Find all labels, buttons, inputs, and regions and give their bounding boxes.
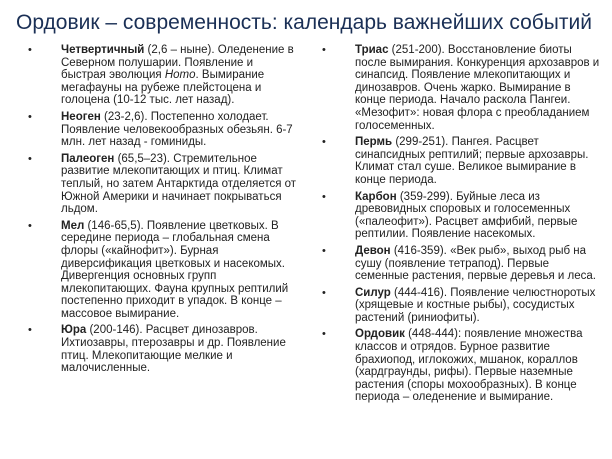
period-text: (444-416). Появление челюстноротых (хрящевые и костные рыбы), сосудистых растений (риниофиты). (355, 286, 596, 324)
period-text: (200-146). Расцвет динозавров. Ихтиозавры, птерозавры и др. Появление птиц. Млекопитающие мелкие и малочисленные. (61, 324, 286, 375)
period-text-italic: Homo (164, 69, 196, 82)
list-item (18, 111, 300, 149)
bullet-icon: • (28, 219, 32, 232)
page-title: Ордовик – современность: календарь важнейших событий (16, 11, 592, 34)
bullet-icon: • (322, 190, 326, 203)
bullet-icon: • (28, 152, 32, 165)
period-name: Пермь (355, 136, 393, 149)
list-item (18, 153, 300, 216)
bullet-icon: • (28, 110, 32, 123)
period-name: Девон (355, 244, 391, 257)
list-item (18, 324, 300, 374)
bullet-icon: • (322, 286, 326, 299)
period-text: (2,6 – ныне). Оледенение в Северном полушарии. Появление и быстрая эволюция (61, 44, 294, 82)
list-item (312, 136, 602, 186)
left-column (18, 44, 300, 379)
period-list-left (18, 44, 300, 375)
period-text: (251-200). Восстановление биоты после вымирания. Конкуренция архозавров и синапсид. Появление млекопитающих и динозавров. Очень жарко. Вымирание в конце периода. Начало раскола Пангеи. «Мезофит»: новая флора с преобладанием голосеменных. (355, 44, 600, 132)
bullet-icon: • (28, 44, 32, 56)
period-name: Юра (61, 324, 87, 337)
list-item (312, 287, 602, 325)
period-text: (65,5–23). Стремительное развитие млекопитающих и птиц. Климат теплый, но затем Антарктида отделяется от Южной Америки и начинает покрываться льдом. (61, 152, 297, 216)
bullet-icon: • (322, 136, 326, 149)
right-column (312, 44, 602, 408)
list-item (312, 191, 602, 241)
period-text: (23-2,6). Постепенно холодает. Появление человекообразных обезьян. 6-7 млн. лет назад - гоминиды. (61, 110, 293, 149)
period-list-right (312, 44, 602, 404)
period-text: (299-251). Пангея. Расцвет синапсидных рептилий; первые архозавры. Климат стал суше. Великое вымирание в конце периода. (355, 136, 589, 186)
period-name: Силур (355, 286, 391, 299)
period-text: (448-444): появление множества классов и отрядов. Бурное развитие брахиопод, иглокожих, мшанок, кораллов (хардграунды, рифы). Первые наземные растения (споры мохообразных). В конце периода – оледенение и вымирание. (355, 328, 583, 404)
period-name: Триас (355, 44, 389, 56)
period-name: Ордовик (355, 328, 405, 341)
period-name: Четвертичный (61, 44, 145, 56)
period-text: (146-65,5). Появление цветковых. В середине периода – глобальная смена флоры («кайнофит»). Бурная диверсификация цветковых и насекомых. Дивергенция основных групп млекопитающих. Фауна крупных рептилий постепенно приходит в упадок. В конце – массовое вымирание. (61, 219, 289, 320)
bullet-icon: • (28, 324, 32, 337)
period-text: (416-359). «Век рыб», выход рыб на сушу (появление тетрапод). Первые семенные растения, первые деревья и леса. (355, 244, 596, 283)
list-item (312, 44, 602, 132)
bullet-icon: • (322, 244, 326, 257)
bullet-icon: • (322, 328, 326, 341)
list-item (312, 245, 602, 283)
list-item (312, 328, 602, 404)
period-name: Мел (61, 219, 85, 232)
period-name: Карбон (355, 190, 397, 203)
bullet-icon: • (322, 44, 326, 56)
period-text: (359-299). Буйные леса из древовидных споровых и голосеменных («палеофит»). Расцвет амфибий, первые рептилии. Появление насекомых. (355, 190, 578, 241)
list-item (18, 220, 300, 321)
period-name: Неоген (61, 110, 101, 123)
list-item (18, 44, 300, 107)
period-name: Палеоген (61, 152, 115, 165)
period-text: . Вымирание мегафауны на рубеже плейстоцена и голоцена (10-12 тыс. лет назад). (61, 69, 265, 107)
